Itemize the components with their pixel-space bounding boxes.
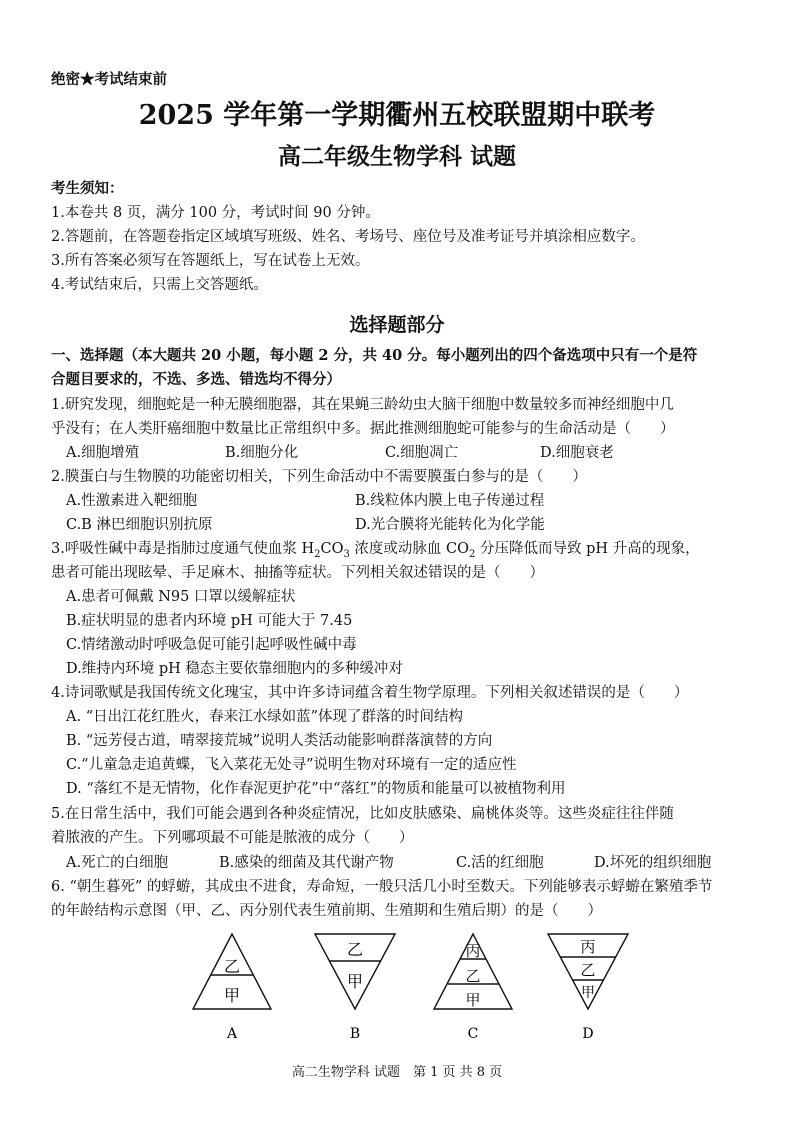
q3-sub-2: 3 (343, 548, 350, 560)
age-structure-figure (180, 928, 640, 1048)
figure-d (548, 934, 628, 1009)
q3-sub-3: 2 (469, 548, 476, 560)
notice-item-4: 4.考试结束后，只需上交答题纸。 (51, 277, 268, 293)
q2-stem: 2.膜蛋白与生物膜的功能密切相关，下列生命活动中不需要膜蛋白参与的是（ ） (51, 469, 587, 485)
q1-option-c: C.细胞凋亡 (385, 445, 459, 461)
exam-subtitle: 高二年级生物学科 试题 (277, 143, 516, 170)
figure-a (193, 934, 271, 1009)
figure-b-bottom: 甲 (346, 972, 364, 991)
q3-option-a: A.患者可佩戴 N95 口罩以缓解症状 (66, 589, 296, 605)
figure-c-top: 丙 (465, 942, 481, 960)
q4-option-b: B. “远芳侵古道，晴翠接荒城”说明人类活动能影响群落演替的方向 (66, 733, 493, 749)
q5-option-a: A.死亡的白细胞 (66, 855, 169, 871)
figure-a-top: 乙 (223, 957, 241, 976)
q4-option-c: C.“儿童急走追黄蝶，飞入菜花无处寻”说明生物对环境有一定的适应性 (66, 757, 517, 773)
q5-stem-line2: 着脓液的产生。下列哪项最不可能是脓液的成分（ ） (51, 830, 414, 846)
q4-stem: 4.诗词歌赋是我国传统文化瑰宝，其中许多诗词蕴含着生物学原理。下列相关叙述错误的是（ ） (51, 685, 689, 701)
q6-stem-line2: 的年龄结构示意图（甲、乙、丙分别代表生殖前期、生殖期和生殖后期）的是（ ） (51, 903, 602, 919)
figure-c (434, 934, 512, 1009)
q1-stem-line2: 乎没有；在人类肝癌细胞中数量比正常组织中多。据此推测细胞蛇可能参与的生命活动是（ ） (51, 421, 675, 437)
q6-stem-line1: 6. “朝生暮死” 的蜉蝣，其成虫不进食，寿命短，一般只活几小时至数天。下列能够表示蜉蝣在繁殖季节 (51, 879, 713, 895)
part1-heading-line1: 一、选择题（本大题共 20 小题，每小题 2 分，共 40 分。每小题列出的四个备选项中只有一个是符 (51, 347, 698, 364)
figure-d-label: D (582, 1026, 594, 1042)
section-title: 选择题部分 (349, 314, 445, 336)
figure-b-label: B (349, 1026, 361, 1042)
figure-a-bottom: 甲 (223, 986, 241, 1005)
q2-option-d: D.光合膜将光能转化为化学能 (355, 517, 545, 533)
q1-stem-line1: 1.研究发现，细胞蛇是一种无膜细胞器，其在果蝇三龄幼虫大脑干细胞中数量较多而神经细胞中几 (51, 397, 674, 413)
q3-text-a: 3.呼吸性碱中毒是指肺过度通气使血浆 H (51, 541, 315, 557)
figure-b-top: 乙 (346, 940, 364, 959)
q2-option-a: A.性激素进入靶细胞 (66, 493, 198, 509)
figure-d-mid: 乙 (580, 961, 596, 979)
q3-sub-1: 2 (314, 548, 321, 560)
notice-item-1: 1.本卷共 8 页，满分 100 分，考试时间 90 分钟。 (51, 205, 380, 221)
confidential-mark: 绝密★考试结束前 (51, 71, 167, 88)
q2-option-c: C.B 淋巴细胞识别抗原 (66, 517, 213, 533)
figure-c-mid: 乙 (465, 967, 481, 985)
figure-d-top: 丙 (580, 938, 596, 956)
q1-option-d: D.细胞衰老 (540, 445, 614, 461)
figure-b (315, 934, 395, 1009)
page-footer: 高二生物学科 试题 第 1 页 共 8 页 (291, 1065, 503, 1080)
notice-heading: 考生须知： (51, 180, 124, 197)
figure-a-label: A (226, 1026, 238, 1042)
figure-c-bottom: 甲 (465, 991, 481, 1009)
notice-item-2: 2.答题前，在答题卷指定区域填写班级、姓名、考场号、座位号及准考证号并填涂相应数字。 (51, 229, 645, 245)
q5-option-b: B.感染的细菌及其代谢产物 (219, 855, 394, 871)
q5-option-c: C.活的红细胞 (456, 855, 544, 871)
exam-title: 2025 学年第一学期衢州五校联盟期中联考 (138, 100, 656, 131)
q3-text-c: CO (320, 541, 344, 557)
q4-option-a: A. “日出江花红胜火，春来江水绿如蓝”体现了群落的时间结构 (66, 709, 464, 725)
notice-item-3: 3.所有答案必须写在答题纸上，写在试卷上无效。 (51, 253, 370, 269)
q1-option-b: B.细胞分化 (225, 445, 299, 461)
q4-option-d: D. “落红不是无情物，化作春泥更护花”中“落红”的物质和能量可以被植物利用 (66, 781, 566, 797)
q3-option-d: D.维持内环境 pH 稳态主要依靠细胞内的多种缓冲对 (66, 661, 403, 677)
q3-stem-line2: 患者可能出现眩晕、手足麻木、抽搐等症状。下列相关叙述错误的是（ ） (51, 565, 544, 581)
q3-text-e: 浓度或动脉血 CO (349, 541, 470, 557)
q5-option-d: D.坏死的组织细胞 (594, 855, 712, 871)
q3-option-b: B.症状明显的患者内环境 pH 可能大于 7.45 (66, 613, 353, 629)
q5-stem-line1: 5.在日常生活中，我们可能会遇到各种炎症情况，比如皮肤感染、扁桃体炎等。这些炎症往往伴随 (51, 806, 674, 822)
q1-option-a: A.细胞增殖 (66, 445, 140, 461)
part1-heading-line2: 合题目要求的，不选、多选、错选均不得分） (51, 371, 341, 388)
q3-option-c: C.情绪激动时呼吸急促可能引起呼吸性碱中毒 (66, 637, 357, 653)
q3-text-g: 分压降低而导致 pH 升高的现象， (475, 541, 700, 557)
figure-d-bottom: 甲 (581, 985, 595, 1001)
q2-option-b: B.线粒体内膜上电子传递过程 (355, 493, 545, 509)
figure-c-label: C (467, 1026, 479, 1042)
